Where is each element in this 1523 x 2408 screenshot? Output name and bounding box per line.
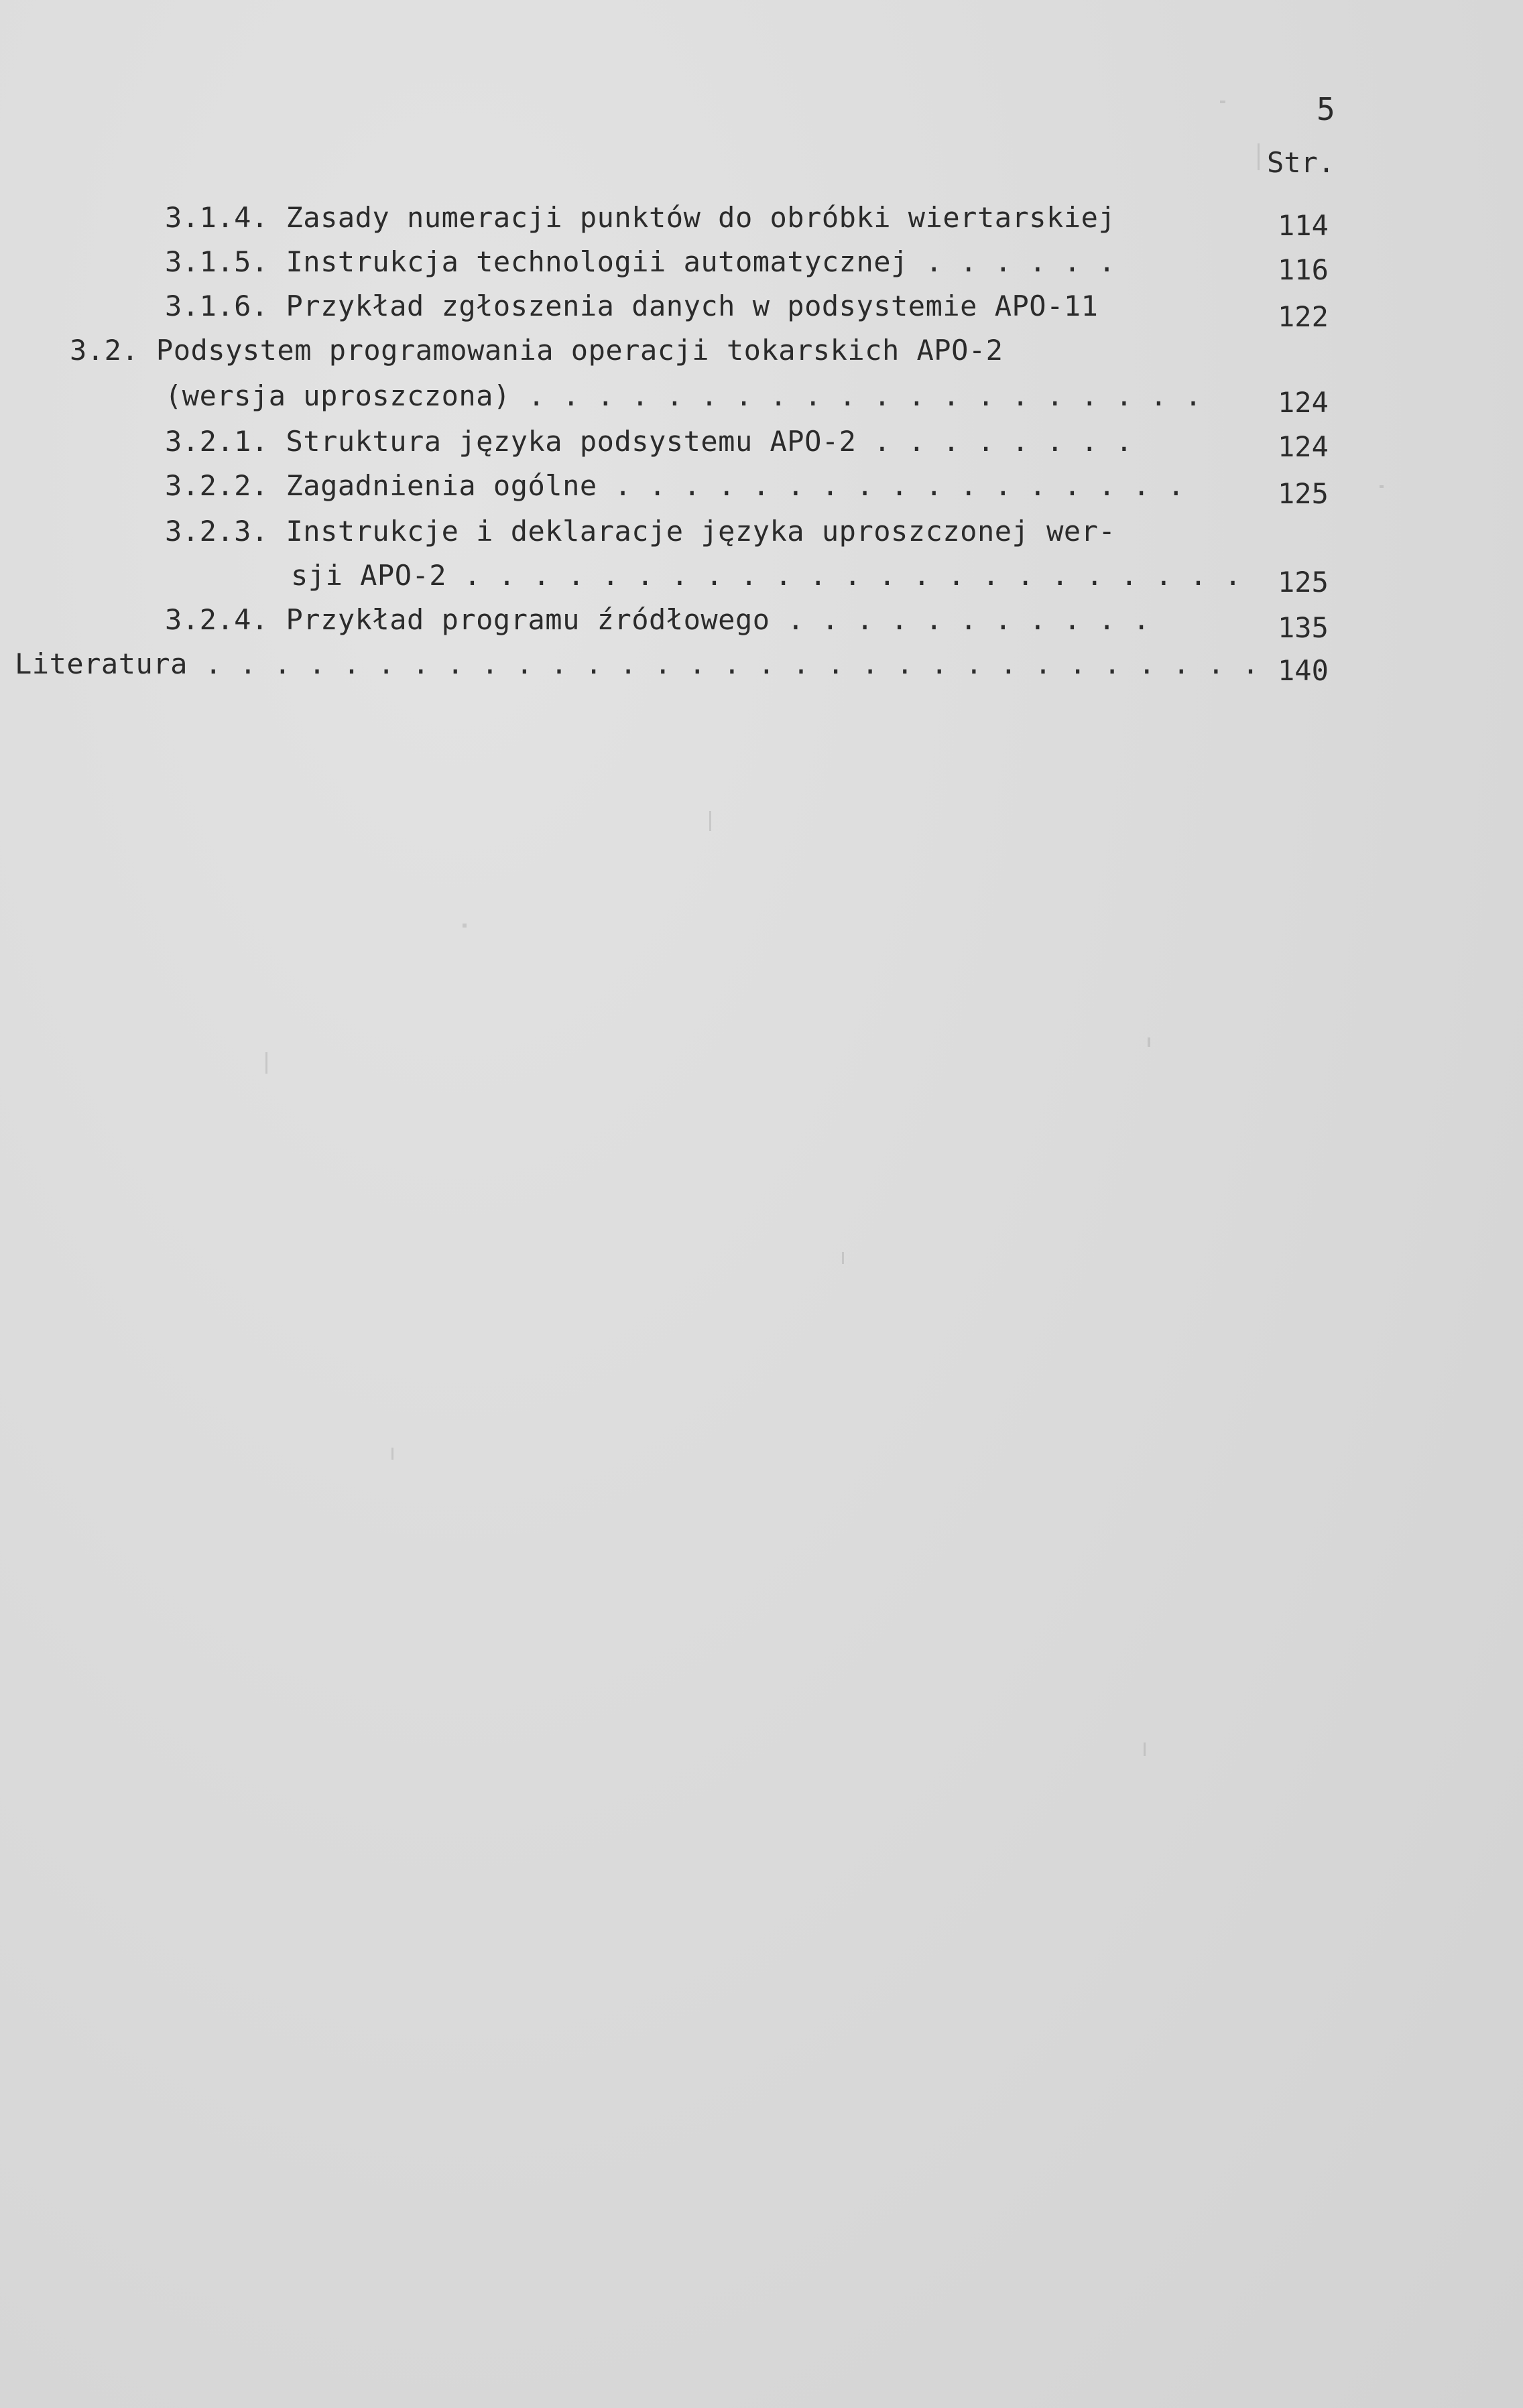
toc-entry-3-2-3: 3.2.3. Instrukcje i deklaracje języka uproszczonej wer-	[165, 515, 1116, 548]
toc-page-3-1-4: 114	[1278, 209, 1329, 242]
page-number: 5	[1317, 91, 1335, 127]
toc-entry-3-2-1: 3.2.1. Struktura języka podsystemu APO-2 . . . . . . . .	[165, 425, 1134, 458]
toc-entry-3-2-cont: (wersja uproszczona) . . . . . . . . . . . . . . . . . . . .	[165, 379, 1203, 412]
toc-page-3-2-3: 125	[1278, 566, 1329, 598]
page-column-header: Str.	[1267, 146, 1335, 179]
toc-entry-3-2-4: 3.2.4. Przykład programu źródłowego . . . . . . . . . . .	[165, 603, 1150, 636]
toc-page-3-2-1: 124	[1278, 430, 1329, 463]
toc-page-3-2-4: 135	[1278, 611, 1329, 644]
toc-entry-3-2-2: 3.2.2. Zagadnienia ogólne . . . . . . . . . . . . . . . . .	[165, 469, 1185, 502]
toc-entry-3-1-6: 3.1.6. Przykład zgłoszenia danych w podsystemie APO-11	[165, 290, 1099, 322]
toc-page-literatura: 140	[1278, 654, 1329, 687]
toc-page-3-2: 124	[1278, 386, 1329, 419]
toc-entry-literatura: Literatura . . . . . . . . . . . . . . . . . . . . . . . . . . . . . . .	[15, 647, 1260, 680]
toc-entry-3-1-5: 3.1.5. Instrukcja technologii automatycznej . . . . . .	[165, 245, 1116, 278]
toc-page-3-1-6: 122	[1278, 300, 1329, 333]
toc-entry-3-1-4: 3.1.4. Zasady numeracji punktów do obróbki wiertarskiej	[165, 201, 1116, 234]
toc-entry-3-2: 3.2. Podsystem programowania operacji tokarskich APO-2	[70, 334, 1003, 367]
toc-page-3-2-2: 125	[1278, 477, 1329, 510]
toc-page-3-1-5: 116	[1278, 253, 1329, 286]
toc-entry-3-2-3-cont: sji APO-2 . . . . . . . . . . . . . . . . . . . . . . .	[291, 559, 1242, 592]
